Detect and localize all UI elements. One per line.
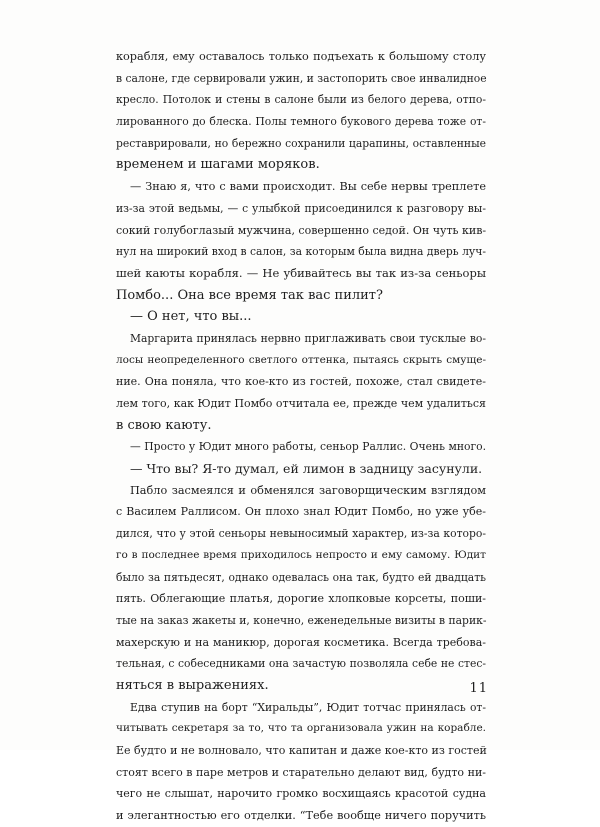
text-line: тые на заказ жакеты и, конечно, еженедельные визиты в парик- [116,613,487,627]
text-line: тельная, с собеседниками она зачастую позволяла себе не стес- [116,657,486,671]
text-line: Едва ступив на борт “Хиральды”, Юдит тотчас принялась от- [130,700,486,714]
text-line: пять. Облегающие платья, дорогие хлопковые корсеты, поши- [116,592,486,606]
text-line: корабля, ему оставалось только подъехать к большому столу [116,50,486,63]
text-line: ние. Она поняла, что кое-кто из гостей, похоже, стал свидете- [116,375,486,389]
text-line: лем того, как Юдит Помбо отчитала ее, прежде чем удалиться [116,397,486,410]
text-line: лированного до блеска. Полы темного букового дерева тоже от- [116,115,486,129]
text-line: няться в выражениях. [116,677,269,693]
text-line: нул на широкий вход в салон, за которым была видна дверь луч- [116,245,486,259]
text-line: — Что вы? Я-то думал, ей лимон в задницу засунули. [130,461,483,477]
text-line: го в последнее время приходилось непросто и ему самому. Юдит [116,548,486,561]
text-line: — Просто у Юдит много работы, сеньор Раллис. Очень много. [130,440,486,454]
body-text [116,46,486,827]
text-line: Пабло засмеялся и обменялся заговорщическим взглядом [130,483,486,497]
text-line: в свою каюту. [116,417,212,433]
text-line: было за пятьдесят, однако одевалась она так, будто ей двадцать [116,570,486,584]
text-line: дился, что у этой сеньоры невыносимый характер, из-за которо- [116,527,486,541]
text-line: — Знаю я, что с вами происходит. Вы себе нервы треплете [130,180,486,194]
text-line: реставрировали, но бережно сохранили царапины, оставленные [116,136,486,150]
text-line: Ее будто и не волновало, что капитан и даже кое-кто из гостей [116,744,487,757]
text-line: кресло. Потолок и стены в салоне были из белого дерева, отпо- [116,93,486,107]
text-line: сокий голубоглазый мужчина, совершенно седой. Он чуть кив- [116,223,487,237]
text-line: махерскую и на маникюр, дорогая косметика. Всегда требова- [116,635,486,649]
text-line: шей каюты корабля. — Не убивайтесь вы так из-за сеньоры [116,265,486,280]
text-line: Помбо... Она все время так вас пилит? [116,287,383,303]
text-line: в салоне, где сервировали ужин, и застопорить свое инвалидное [116,71,487,85]
text-line: с Василем Раллисом. Он плохо знал Юдит Помбо, но уже убе- [116,505,486,519]
text-line: чего не слышат, нарочито громко восхищаясь красотой судна [116,787,486,801]
text-line: — О нет, что вы... [130,309,252,325]
text-line: временем и шагами моряков. [116,157,320,173]
text-line: стоят всего в паре метров и старательно делают вид, будто ни- [116,765,486,779]
text-line: из-за этой ведьмы, — с улыбкой присоединился к разговору вы- [116,201,486,215]
text-line: лосы неопределенного светлого оттенка, пытаясь скрыть смуще- [116,353,486,366]
text-line: читывать секретаря за то, что та организовала ужин на корабле. [116,722,486,735]
text-line: Маргарита принялась нервно приглаживать свои тусклые во- [130,331,486,345]
text-line: и элегантностью его отделки. “Тебе вообще ничего поручить [116,809,486,823]
page-number: 11 [469,681,488,696]
